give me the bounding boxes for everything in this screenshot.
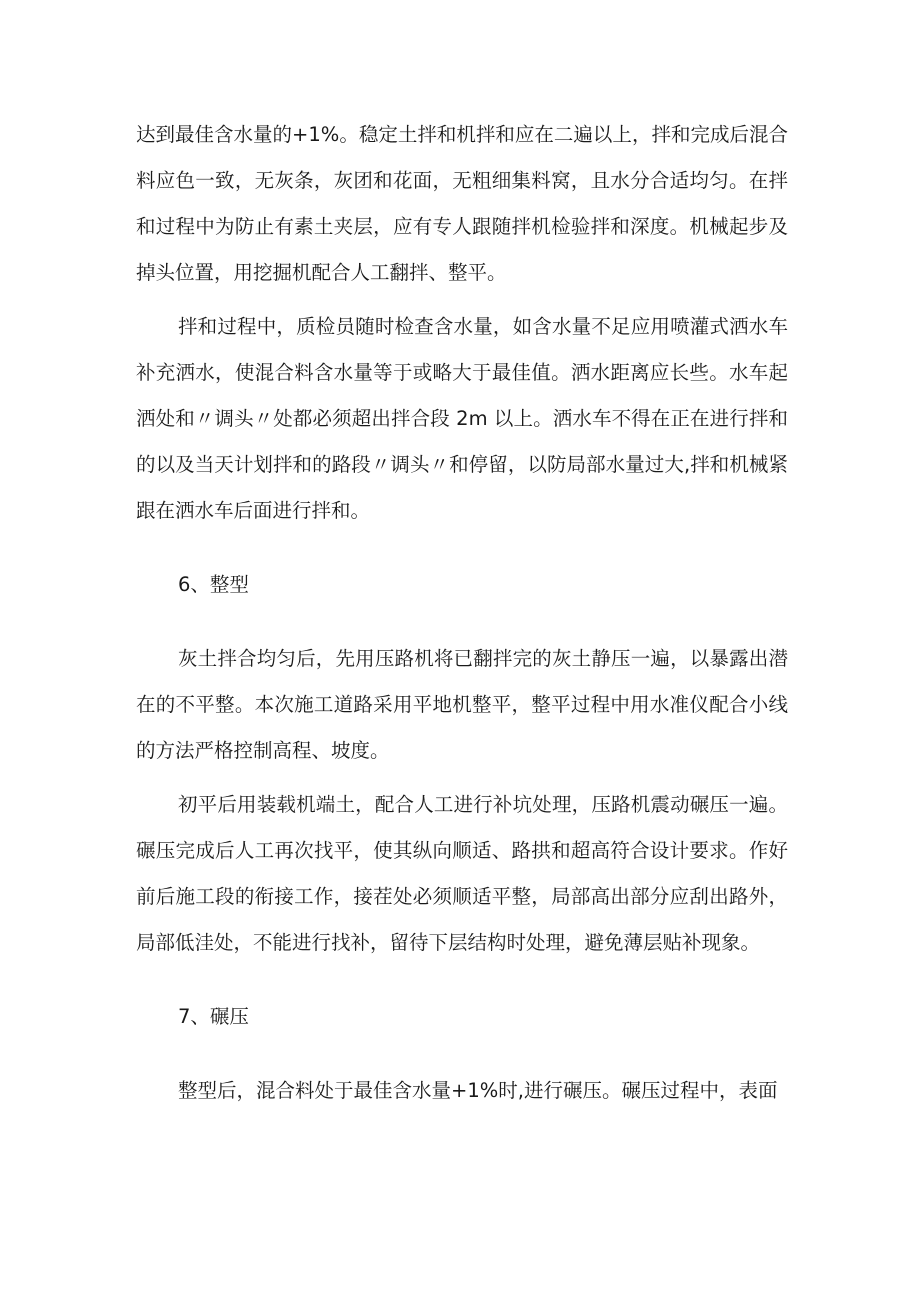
paragraph-mixing-continued: 达到最佳含水量的+1%。稳定土拌和机拌和应在二遍以上，拌和完成后混合料应色一致，无灰条，灰团和花面，无粗细集料窝，且水分合适均匀。在拌和过程中为防止有素土夹层，应有专人跟随拌机检验拌和深度。机械起步及掉头位置，用挖掘机配合人工翻拌、整平。 bbox=[136, 123, 788, 284]
section-heading-shaping: 6、整型 bbox=[178, 573, 249, 596]
paragraph-water-check: 拌和过程中，质检员随时检查含水量，如含水量不足应用喷灌式洒水车补充洒水，使混合料含水量等于或略大于最佳值。洒水距离应长些。水车起洒处和〃调头〃处都必须超出拌合段 2m 以上。洒水车不得在正在进行拌和的以及当天计划拌和的路段〃调头〃和停留，以防局部水量过大,拌和机械紧跟在洒水车后面进行拌和。 bbox=[136, 315, 788, 522]
paragraph-compaction: 整型后，混合料处于最佳含水量+1%时,进行碾压。碾压过程中，表面 bbox=[178, 1079, 778, 1102]
paragraph-leveling: 灰土拌合均匀后，先用压路机将已翻拌完的灰土静压一遍，以暴露出潜在的不平整。本次施工道路采用平地机整平，整平过程中用水准仪配合小线的方法严格控制高程、坡度。 bbox=[136, 647, 788, 762]
paragraph-initial-leveling: 初平后用装载机端土，配合人工进行补坑处理，压路机震动碾压一遍。碾压完成后人工再次找平，使其纵向顺适、路拱和超高符合设计要求。作好前后施工段的衔接工作，接茬处必须顺适平整，局部高出部分应刮出路外，局部低洼处，不能进行找补，留待下层结构时处理，避免薄层贴补现象。 bbox=[136, 793, 788, 954]
document-body bbox=[136, 112, 788, 1114]
section-heading-compaction: 7、碾压 bbox=[178, 1005, 249, 1028]
